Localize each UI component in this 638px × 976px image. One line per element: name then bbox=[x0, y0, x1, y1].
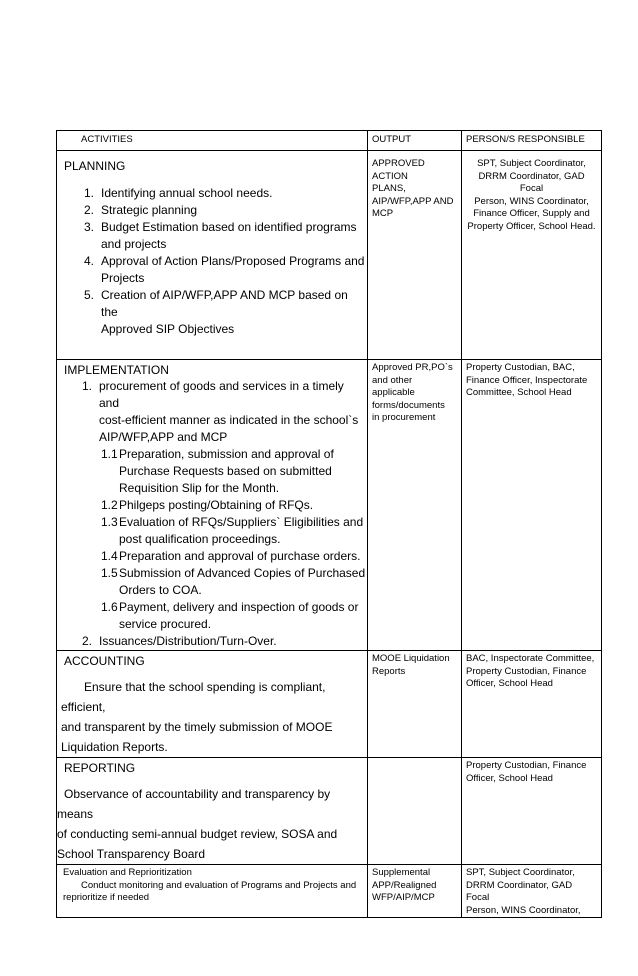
reporting-output bbox=[368, 758, 462, 865]
accounting-text: Ensure that the school spending is compliant, efficient, and transparent by the timely submission of MOOE Liquidation Reports. bbox=[61, 680, 333, 754]
reporting-responsible: Property Custodian, Finance Officer, School Head bbox=[462, 758, 602, 865]
list-item: 5. Creation of AIP/WFP,APP AND MCP based on the Approved SIP Objectives bbox=[84, 288, 348, 336]
list-item: 2. Strategic planning bbox=[84, 203, 198, 217]
implementation-activities bbox=[57, 360, 368, 651]
sub-item: 1.6 Payment, delivery and inspection of goods or service procured. bbox=[101, 600, 359, 631]
accounting-responsible: BAC, Inspectorate Committee, Property Custodian, Finance Officer, School Head bbox=[462, 651, 602, 758]
evaluation-title: Evaluation and Reprioritization bbox=[63, 867, 192, 878]
header-activities: ACTIVITIES bbox=[57, 131, 368, 151]
list-item: 1. procurement of goods and services in a timely and cost-efficient manner as indicated in the school`s AIP/WFP,APP and MCP 1.1 Preparation, submission and approval of Purchase Requests based on submitted Requisition Slip for the Month. 1.2 Philgeps posting/Obtaining of RFQs. 1.3 Evaluation of RFQs/Suppliers` Eligibilities and post qualification proceedings. 1.4 Preparation and approval of purchase orders. 1.5 Submission of Advanced Copies of Purchased Orders to COA. 1.6 Payment, delivery and inspection of goods or service procured. bbox=[82, 379, 366, 631]
accounting-title: ACCOUNTING bbox=[64, 654, 145, 668]
reporting-row bbox=[57, 758, 602, 865]
planning-output: APPROVED ACTION PLANS, AIP/WFP,APP AND MCP bbox=[368, 151, 462, 360]
planning-responsible: SPT, Subject Coordinator, DRRM Coordinator, GAD Focal Person, WINS Coordinator, Finance Officer, Supply and Property Officer, School Head. bbox=[462, 151, 602, 360]
header-responsible: PERSON/S RESPONSIBLE bbox=[462, 131, 602, 151]
header-row bbox=[57, 131, 602, 151]
sub-item: 1.1 Preparation, submission and approval of Purchase Requests based on submitted Requisition Slip for the Month. bbox=[101, 447, 334, 495]
list-item: 2. Issuances/Distribution/Turn-Over. bbox=[82, 634, 277, 648]
planning-row bbox=[57, 151, 602, 360]
activity-plan-table bbox=[56, 130, 602, 918]
sub-item: 1.2 Philgeps posting/Obtaining of RFQs. bbox=[101, 498, 314, 512]
sub-item: 1.5 Submission of Advanced Copies of Purchased Orders to COA. bbox=[101, 566, 366, 597]
evaluation-responsible: SPT, Subject Coordinator, DRRM Coordinator, GAD Focal Person, WINS Coordinator, bbox=[462, 865, 602, 918]
implementation-output: Approved PR,PO`s and other applicable forms/documents in procurement bbox=[368, 360, 462, 651]
list-item: 4. Approval of Action Plans/Proposed Programs and Projects bbox=[84, 254, 365, 285]
planning-activities bbox=[57, 151, 368, 360]
evaluation-output: Supplemental APP/Realigned WFP/AIP/MCP bbox=[368, 865, 462, 918]
implementation-list bbox=[82, 378, 367, 650]
sub-item: 1.3 Evaluation of RFQs/Suppliers` Eligibilities and post qualification proceedings. bbox=[101, 515, 364, 546]
accounting-row bbox=[57, 651, 602, 758]
evaluation-row bbox=[57, 865, 602, 918]
reporting-text: Observance of accountability and transparency by means of conducting semi-annual budget review, SOSA and School Transparency Board bbox=[57, 787, 338, 861]
implementation-title: IMPLEMENTATION bbox=[64, 363, 169, 377]
list-item: 1. Identifying annual school needs. bbox=[84, 186, 273, 200]
reporting-activities bbox=[57, 758, 368, 865]
implementation-row bbox=[57, 360, 602, 651]
accounting-activities bbox=[57, 651, 368, 758]
planning-title: PLANNING bbox=[64, 159, 126, 173]
planning-list bbox=[84, 185, 367, 338]
reporting-title: REPORTING bbox=[64, 761, 136, 775]
list-item: 3. Budget Estimation based on identified programs and projects bbox=[84, 220, 357, 251]
accounting-output: MOOE Liquidation Reports bbox=[368, 651, 462, 758]
evaluation-activities: Evaluation and Reprioritization Conduct monitoring and evaluation of Programs and Projects and reprioritize if needed bbox=[57, 865, 368, 918]
implementation-responsible: Property Custodian, BAC, Finance Officer, Inspectorate Committee, School Head bbox=[462, 360, 602, 651]
header-output: OUTPUT bbox=[368, 131, 462, 151]
sub-item: 1.4 Preparation and approval of purchase orders. bbox=[101, 549, 361, 563]
